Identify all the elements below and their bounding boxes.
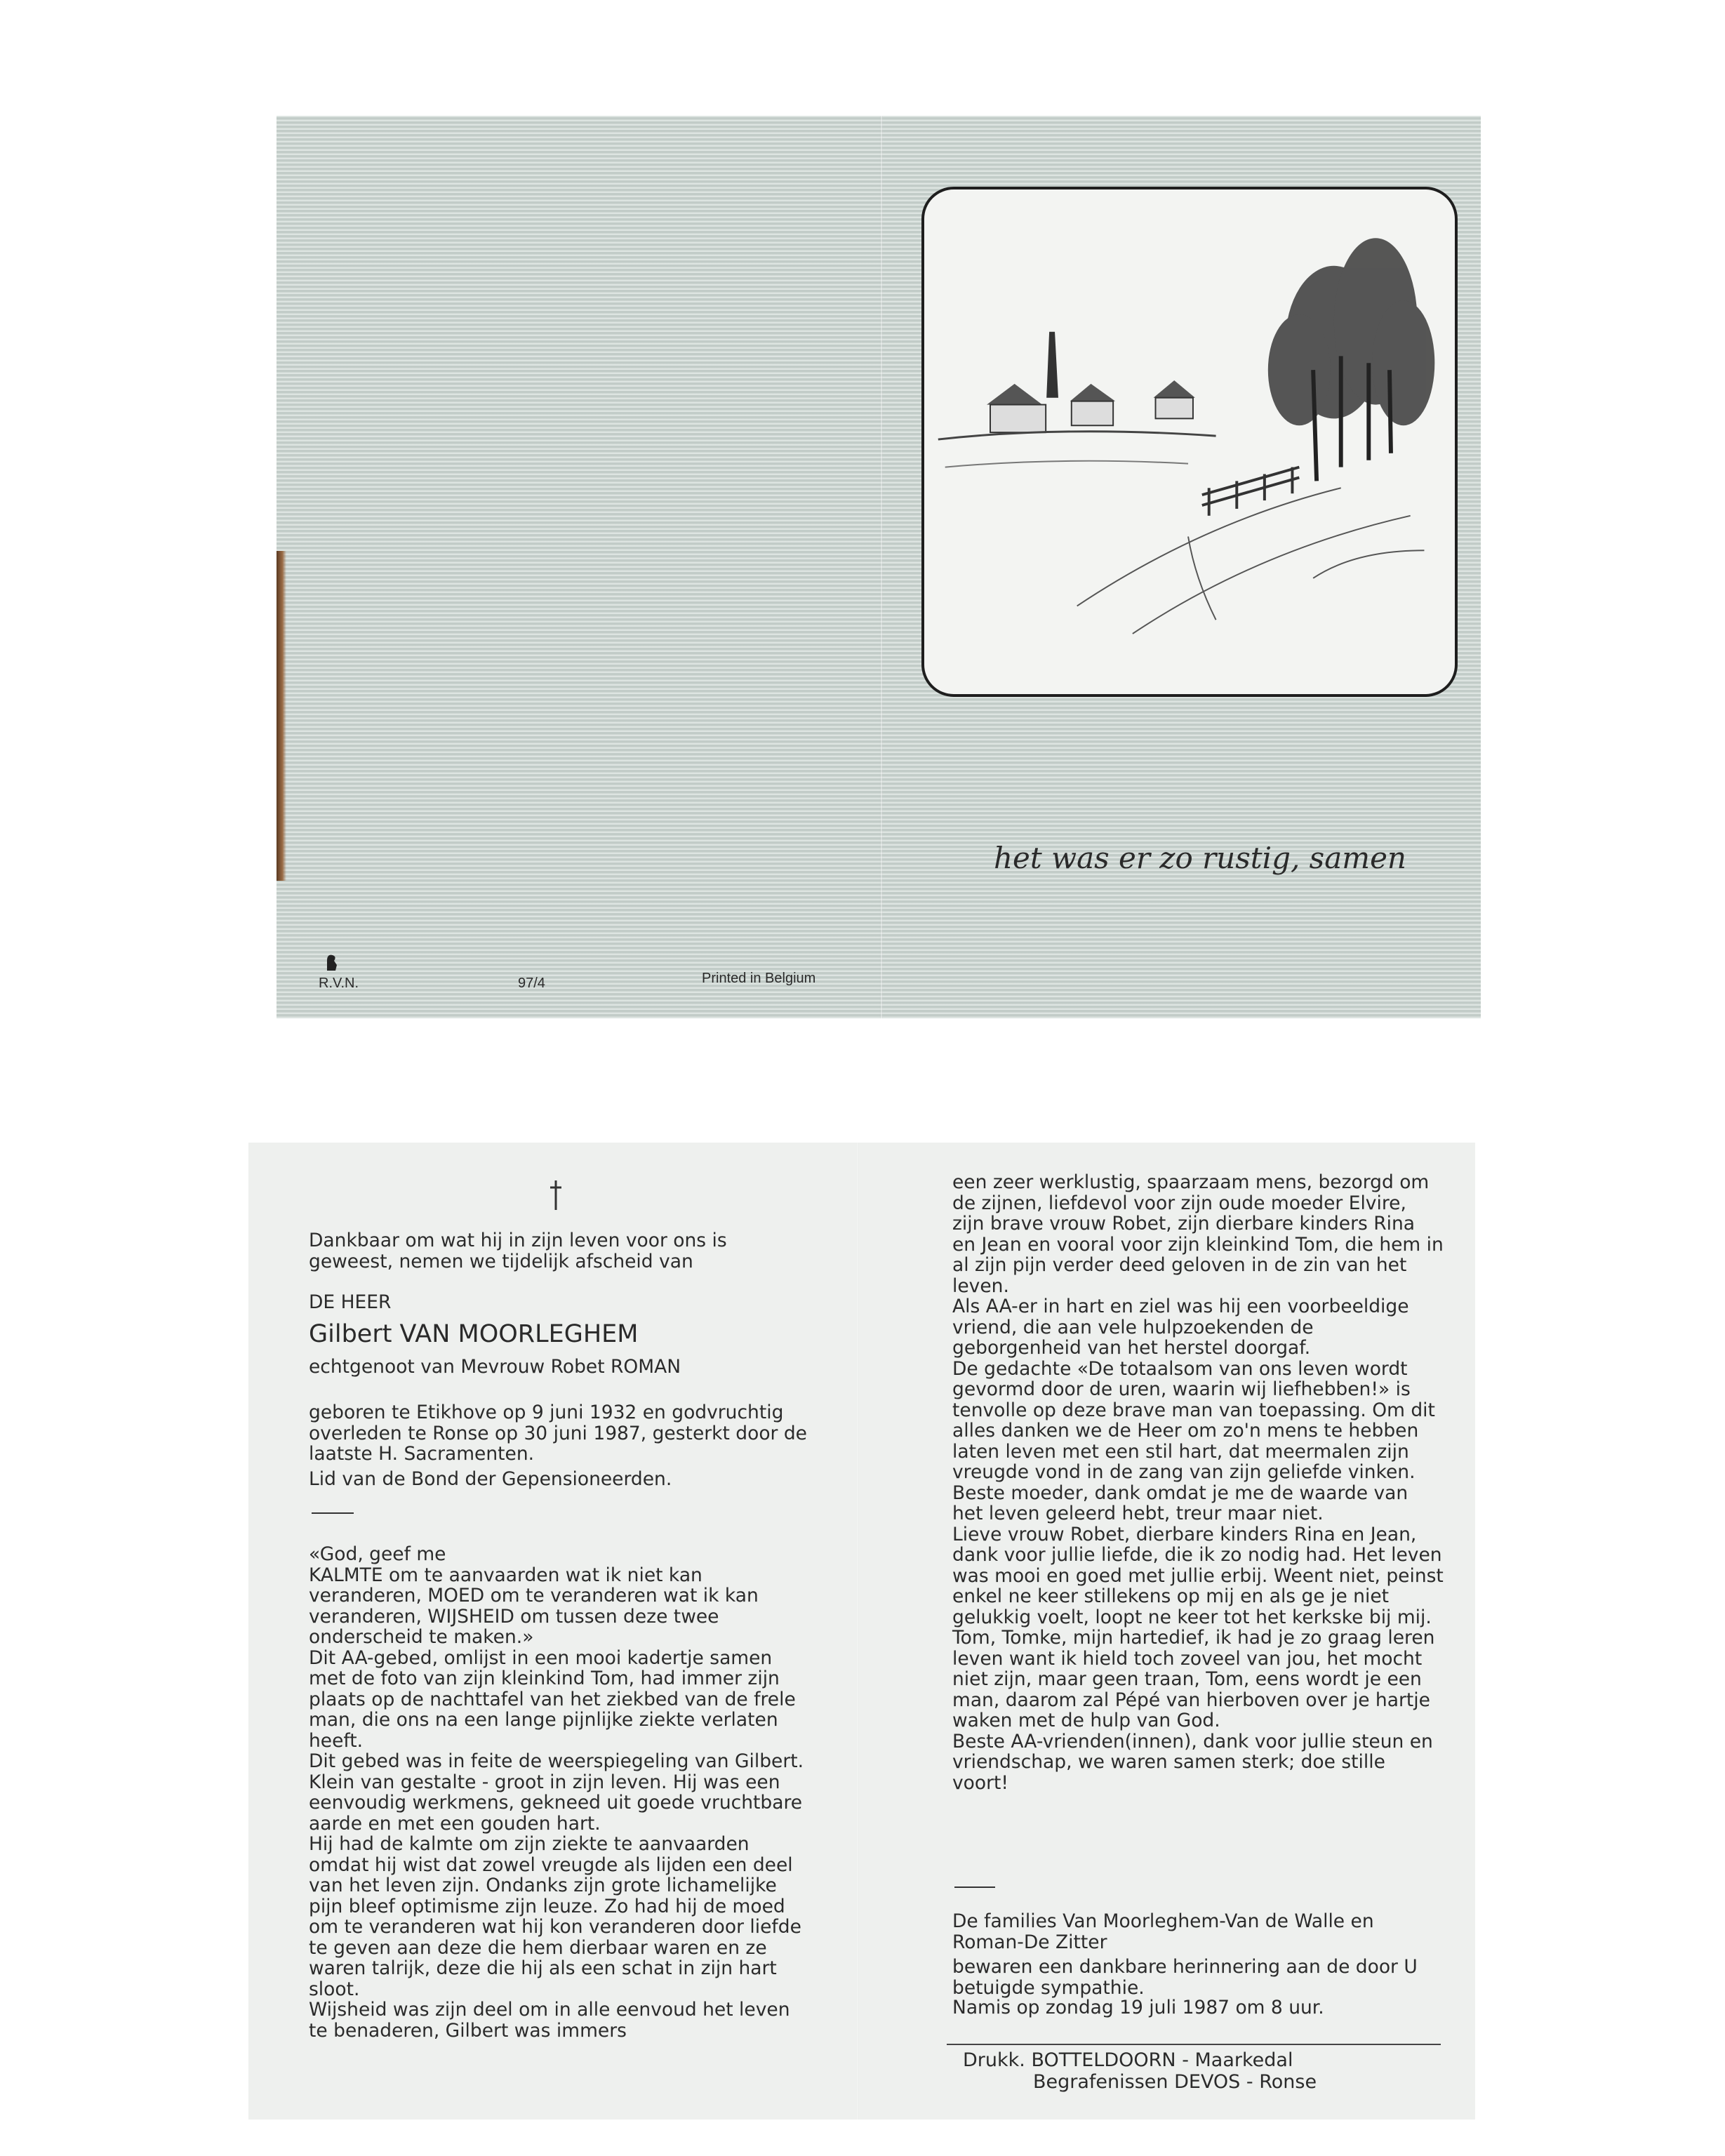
divider (954, 1886, 995, 1888)
card-outside (277, 116, 1481, 1018)
right-body-text (952, 1172, 1444, 1793)
printed-in-label: Printed in Belgium (702, 971, 816, 986)
landscape-drawing (921, 187, 1458, 697)
handwriting (991, 825, 1412, 888)
divider-rule (947, 2044, 1441, 2045)
undertaker-line: Begrafenissen DEVOS - Ronse (1033, 2071, 1317, 2093)
families-text: De families Van Moorleghem-Van de Walle en Roman-De Zitter (952, 1910, 1374, 1953)
birth-death-text: geboren te Etikhove op 9 juni 1932 en godvruchtig overleden te Ronse op 30 juni 1987, gesterkt door de laatste H. Sacramenten. (309, 1402, 807, 1465)
cross-icon (547, 1179, 564, 1211)
intro-text: Dankbaar om wat hij in zijn leven voor ons is geweest, nemen we tijdelijk afscheid van (309, 1230, 727, 1272)
paragraph: Als AA-er in hart en ziel was hij een voorbeeldige vriend, die aan vele hulpzoekenden de geborgenheid van het herstel doorgaf. (952, 1296, 1409, 1359)
paragraph: «God, geef me (309, 1543, 446, 1565)
paragraph: Beste AA-vrienden(innen), dank voor jullie steun en vriendschap, we waren samen sterk; doe stille voort! (952, 1730, 1433, 1794)
paragraph: De gedachte «De totaalsom van ons leven wordt gevormd door de uren, waarin wij liefhebben!» is tenvolle op deze brave man van toepassing. Om dit alles danken we de Heer om zo'n mens te hebben laten leven met een stil hart, dat meermalen zijn vreugde vond in de zang van zijn geliefde vinken. (952, 1357, 1435, 1483)
paragraph: Tom, Tomke, mijn hartedief, ik had je zo graag leren leven want ik hield toch zoveel van jou, het mocht niet zijn, maar geen traan, Tom, eens wordt je een man, daarom zal Pépé van hierboven over je hartje waken met de hulp van God. (952, 1627, 1435, 1731)
membership-text: Lid van de Bond der Gepensioneerden. (309, 1468, 672, 1490)
tagline-text: het was er zo rustig, samen (994, 841, 1406, 875)
card-edge-shadow (277, 551, 286, 881)
paragraph: Wijsheid was zijn deel om in alle eenvoud het leven te benaderen, Gilbert was immers (309, 1999, 790, 2042)
landscape-illustration (924, 189, 1455, 694)
handwritten-tagline (991, 825, 1412, 888)
card-inside (248, 1143, 1475, 2120)
paragraph: een zeer werklustig, spaarzaam mens, bezorgd om de zijnen, liefdevol voor zijn oude moeder Elvire, zijn brave vrouw Robet, zijn dierbare kinders Rina en Jean en vooral voor zijn kleinkind Tom, die hem in al zijn pijn verder deed geloven in de zin van het leven. (952, 1171, 1444, 1297)
divider (312, 1512, 354, 1514)
paragraph: KALMTE om te aanvaarden wat ik niet kan veranderen, MOED om te veranderen wat ik kan veranderen, WIJSHEID om tussen deze twee onderscheid te maken.» (309, 1564, 759, 1648)
mass-date-text: Namis op zondag 19 juli 1987 om 8 uur. (952, 1997, 1324, 2018)
card-fold (856, 1143, 858, 2120)
paragraph: Lieve vrouw Robet, dierbare kinders Rina en Jean, dank voor jullie liefde, die ik zo nodig had. Het leven was mooi en goed met jullie erbij. Weent niet, peinst enkel ne keer stillekens op mij en als ge je niet gelukkig voelt, loopt ne keer tot het kerkske bij mij. (952, 1523, 1444, 1628)
publisher-logo-icon (323, 951, 340, 972)
honorific: DE HEER (309, 1291, 392, 1313)
paragraph: Hij had de kalmte om zijn ziekte te aanvaarden omdat hij wist dat zowel vreugde als lijden een deel van het leven zijn. Ondanks zijn grote lichamelijke pijn bleef optimisme zijn leuze. Zo had hij de moed om te veranderen wat hij kon veranderen door liefde te geven aan deze die hem dierbaar waren en ze waren talrijk, deze die hij als een schat in zijn hart sloot. (309, 1833, 801, 2000)
card-fold (880, 116, 883, 1018)
paragraph: Dit gebed was in feite de weerspiegeling van Gilbert. Klein van gestalte - groot in zijn leven. Hij was een eenvoudig werkmens, gekneed uit goede vruchtbare aarde en met een gouden hart. (309, 1750, 804, 1835)
paragraph: Dit AA-gebed, omlijst in een mooi kadertje samen met de foto van zijn kleinkind Tom, had immer zijn plaats op de nachttafel van het ziekbed van de frele man, die ons na een lange pijnlijke ziekte verlaten heeft. (309, 1646, 796, 1752)
paragraph: Beste moeder, dank omdat je me de waarde van het leven geleerd hebt, treur maar niet. (952, 1482, 1408, 1524)
deceased-name: Gilbert VAN MOORLEGHEM (309, 1320, 639, 1348)
card-number: 97/4 (518, 976, 545, 991)
spouse-line: echtgenoot van Mevrouw Robet ROMAN (309, 1356, 681, 1378)
publisher-mark: R.V.N. (319, 976, 359, 991)
printer-line: Drukk. BOTTELDOORN - Maarkedal (963, 2049, 1293, 2071)
printer-imprint (963, 2049, 1398, 2093)
thanks-text: bewaren een dankbare herinnering aan de door U betuigde sympathie. (952, 1956, 1418, 1999)
left-body-text (309, 1544, 814, 2041)
